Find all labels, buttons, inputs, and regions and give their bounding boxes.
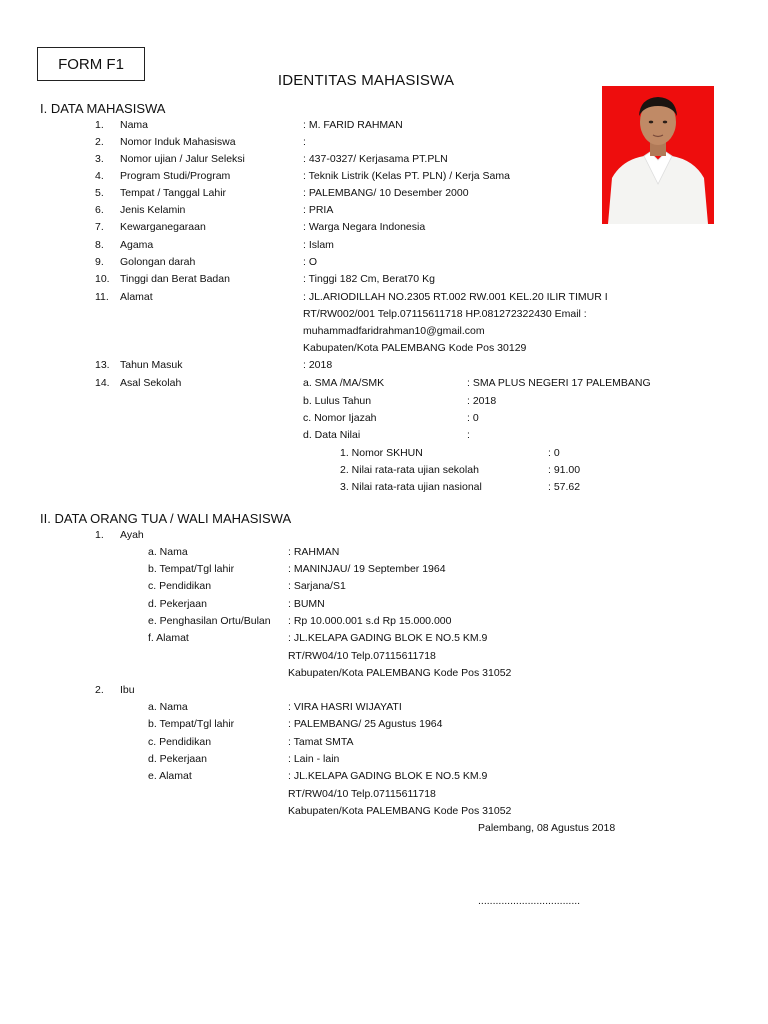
field-value-agama: : Islam: [303, 239, 334, 251]
parent-field-label: b. Tempat/Tgl lahir: [148, 563, 235, 575]
field-label-program-studi: Program Studi/Program: [120, 170, 231, 182]
field-value-nomor-ujian: : 437-0327/ Kerjasama PT.PLN: [303, 153, 448, 165]
form-label: FORM F1: [58, 55, 124, 73]
father-title: Ayah: [120, 529, 144, 541]
address-line: RT/RW04/10 Telp.07115611718: [288, 650, 436, 662]
document-title: IDENTITAS MAHASISWA: [277, 72, 455, 89]
field-value-program-studi: : Teknik Listrik (Kelas PT. PLN) / Kerja Sama: [303, 170, 510, 182]
parent-field-label: d. Pekerjaan: [148, 598, 207, 610]
field-label-agama: Agama: [120, 239, 154, 251]
field-value-tahun-masuk: : 2018: [303, 359, 333, 371]
section2-heading: II. DATA ORANG TUA / WALI MAHASISWA: [40, 511, 292, 526]
school-value: : 0: [467, 412, 479, 424]
field-value-ttl: : PALEMBANG/ 10 Desember 2000: [303, 187, 469, 199]
parent-field-label: a. Nama: [148, 546, 188, 558]
field-label-asal-sekolah: Asal Sekolah: [120, 377, 182, 389]
item-number: 4.: [95, 170, 104, 182]
parent-field-value: : JL.KELAPA GADING BLOK E NO.5 KM.9: [288, 632, 488, 644]
item-number: 6.: [95, 204, 104, 216]
address-line: Kabupaten/Kota PALEMBANG Kode Pos 31052: [288, 805, 512, 817]
parent-field-label: f. Alamat: [148, 632, 189, 644]
parent-field-value: : JL.KELAPA GADING BLOK E NO.5 KM.9: [288, 770, 488, 782]
parent-field-label: e. Alamat: [148, 770, 192, 782]
grade-label: 3. Nilai rata-rata ujian nasional: [340, 481, 482, 493]
parent-field-value: : PALEMBANG/ 25 Agustus 1964: [288, 718, 443, 730]
school-label: c. Nomor Ijazah: [303, 412, 377, 424]
item-number: 8.: [95, 239, 104, 251]
item-number: 3.: [95, 153, 104, 165]
field-value-jenis-kelamin: : PRIA: [303, 204, 334, 216]
address-line: Kabupaten/Kota PALEMBANG Kode Pos 30129: [303, 342, 527, 354]
field-label-kewarganegaraan: Kewarganegaraan: [120, 221, 206, 233]
field-label-tinggi-berat: Tinggi dan Berat Badan: [120, 273, 230, 285]
parent-field-value: : Tamat SMTA: [288, 736, 354, 748]
parent-field-value: : Lain - lain: [288, 753, 340, 765]
parent-field-label: c. Pendidikan: [148, 580, 212, 592]
address-line: Kabupaten/Kota PALEMBANG Kode Pos 31052: [288, 667, 512, 679]
parent-field-label: c. Pendidikan: [148, 736, 212, 748]
item-number: 9.: [95, 256, 104, 268]
address-line: RT/RW002/001 Telp.07115611718 HP.081272322430 Email :: [303, 308, 587, 320]
parent-field-value: : Rp 10.000.001 s.d Rp 15.000.000: [288, 615, 452, 627]
field-label-alamat: Alamat: [120, 291, 153, 303]
field-label-nama: Nama: [120, 119, 149, 131]
field-value-tinggi-berat: : Tinggi 182 Cm, Berat70 Kg: [303, 273, 435, 285]
item-number: 5.: [95, 187, 104, 199]
field-label-nomor-ujian: Nomor ujian / Jalur Seleksi: [120, 153, 245, 165]
item-number: 14.: [95, 377, 110, 389]
school-value: : SMA PLUS NEGERI 17 PALEMBANG: [467, 377, 651, 389]
field-value-nim: :: [303, 136, 306, 148]
field-value-alamat: : JL.ARIODILLAH NO.2305 RT.002 RW.001 KEL.20 ILIR TIMUR I: [303, 291, 608, 303]
grade-value: : 0: [548, 447, 560, 459]
item-number: 10.: [95, 273, 110, 285]
school-label: d. Data Nilai: [303, 429, 361, 441]
parent-field-label: d. Pekerjaan: [148, 753, 207, 765]
school-label: a. SMA /MA/SMK: [303, 377, 385, 389]
signature-line: ...................................: [478, 895, 581, 907]
parent-field-label: e. Penghasilan Ortu/Bulan: [148, 615, 271, 627]
field-label-ttl: Tempat / Tanggal Lahir: [120, 187, 227, 199]
signature-place-date: Palembang, 08 Agustus 2018: [478, 822, 616, 834]
parent-field-value: : RAHMAN: [288, 546, 340, 558]
item-number: 1.: [95, 119, 104, 131]
field-value-golongan-darah: : O: [303, 256, 318, 268]
grade-label: 2. Nilai rata-rata ujian sekolah: [340, 464, 479, 476]
parent-field-label: b. Tempat/Tgl lahir: [148, 718, 235, 730]
parent-field-value: : MANINJAU/ 19 September 1964: [288, 563, 446, 575]
item-number: 1.: [95, 529, 104, 541]
parent-field-value: : Sarjana/S1: [288, 580, 346, 592]
field-value-kewarganegaraan: : Warga Negara Indonesia: [303, 221, 426, 233]
school-value: :: [467, 429, 470, 441]
item-number: 13.: [95, 359, 110, 371]
parent-field-value: : VIRA HASRI WIJAYATI: [288, 701, 402, 713]
grade-value: : 57.62: [548, 481, 581, 493]
student-photo-figure: [602, 86, 714, 224]
field-value-nama: : M. FARID RAHMAN: [303, 119, 403, 131]
school-value: : 2018: [467, 395, 497, 407]
grade-label: 1. Nomor SKHUN: [340, 447, 423, 459]
item-number: 7.: [95, 221, 104, 233]
item-number: 2.: [95, 684, 104, 696]
grade-value: : 91.00: [548, 464, 581, 476]
section1-heading: I. DATA MAHASISWA: [40, 101, 166, 116]
field-label-tahun-masuk: Tahun Masuk: [120, 359, 183, 371]
parent-field-label: a. Nama: [148, 701, 188, 713]
parent-field-value: : BUMN: [288, 598, 325, 610]
field-label-golongan-darah: Golongan darah: [120, 256, 196, 268]
field-label-jenis-kelamin: Jenis Kelamin: [120, 204, 186, 216]
address-line: RT/RW04/10 Telp.07115611718: [288, 788, 436, 800]
mother-title: Ibu: [120, 684, 135, 696]
item-number: 11.: [95, 291, 109, 303]
address-line: muhammadfaridrahman10@gmail.com: [303, 325, 485, 337]
item-number: 2.: [95, 136, 104, 148]
field-label-nim: Nomor Induk Mahasiswa: [120, 136, 236, 148]
student-photo: [602, 86, 714, 224]
school-label: b. Lulus Tahun: [303, 395, 372, 407]
